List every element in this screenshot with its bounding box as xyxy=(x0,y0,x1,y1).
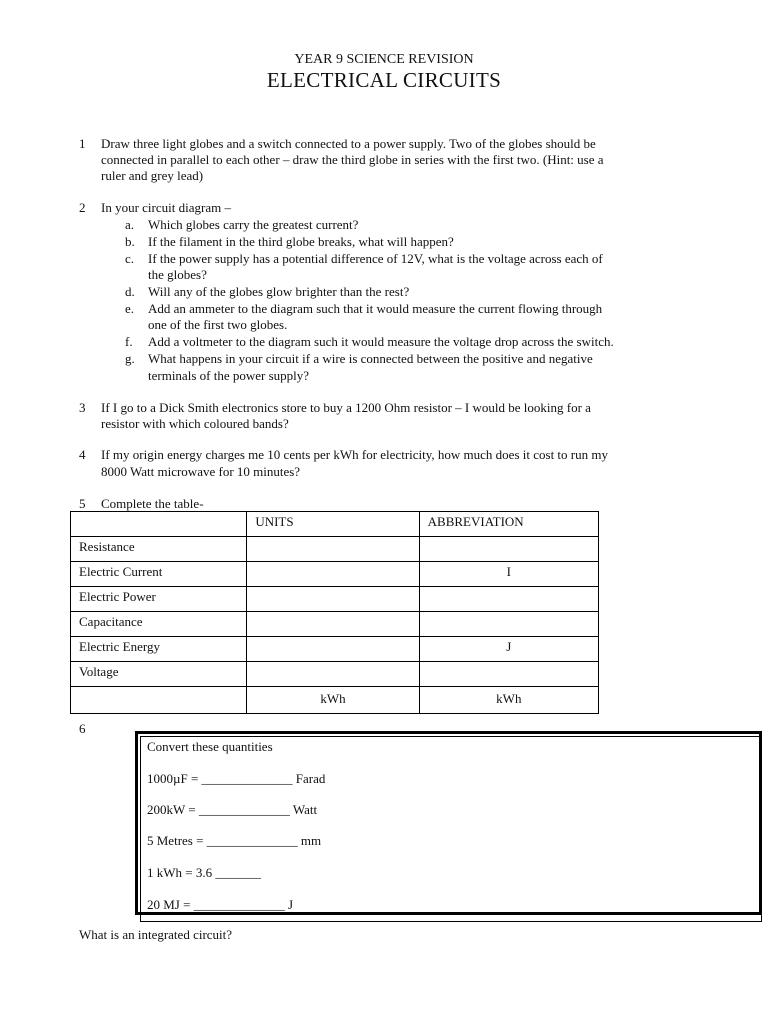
abbreviation-cell[interactable] xyxy=(419,587,598,612)
question-2e-text: one of the first two globes. xyxy=(148,317,288,332)
abbreviation-cell[interactable] xyxy=(419,662,598,687)
units-cell[interactable] xyxy=(247,537,419,562)
question-5-text: Complete the table- xyxy=(101,496,204,511)
abbreviation-cell[interactable]: J xyxy=(419,637,598,662)
conversion-line: 1000µF = ______________ Farad xyxy=(147,771,326,786)
units-table xyxy=(70,511,599,714)
conversion-line: 20 MJ = ______________ J xyxy=(147,897,294,912)
quantity-cell: Electric Current xyxy=(71,562,247,587)
question-2f-label: f. xyxy=(125,334,133,349)
abbreviation-cell: kWh xyxy=(419,687,598,714)
question-2d-label: d. xyxy=(125,284,135,299)
units-cell[interactable] xyxy=(247,562,419,587)
quantity-cell[interactable] xyxy=(71,687,247,714)
document-subtitle: YEAR 9 SCIENCE REVISION xyxy=(294,52,474,67)
question-2-intro: In your circuit diagram – xyxy=(101,200,231,215)
table-row xyxy=(71,612,599,637)
question-4-line: If my origin energy charges me 10 cents per kWh for electricity, how much does it cost to run my xyxy=(101,447,608,462)
integrated-circuit-question: What is an integrated circuit? xyxy=(79,927,233,942)
table-row xyxy=(71,587,599,612)
quantity-cell: Electric Energy xyxy=(71,637,247,662)
document-title: ELECTRICAL CIRCUITS xyxy=(266,68,502,92)
table-header-row xyxy=(71,512,599,537)
table-row xyxy=(71,637,599,662)
question-6-number: 6 xyxy=(79,721,86,736)
question-4-number: 4 xyxy=(79,447,86,462)
units-cell[interactable] xyxy=(247,637,419,662)
question-3-number: 3 xyxy=(79,400,86,415)
question-2g-text: terminals of the power supply? xyxy=(148,368,310,383)
question-1-line: connected in parallel to each other – draw the third globe in series with the first two. (Hint: use a xyxy=(101,152,604,167)
conversion-line: 200kW = ______________ Watt xyxy=(147,802,318,817)
quantity-cell: Resistance xyxy=(71,537,247,562)
question-2f-text: Add a voltmeter to the diagram such it would measure the voltage drop across the switch. xyxy=(148,334,614,349)
table-row xyxy=(71,687,599,714)
units-cell[interactable] xyxy=(247,612,419,637)
units-cell: kWh xyxy=(247,687,419,714)
question-2-number: 2 xyxy=(79,200,86,215)
question-2e-text: Add an ammeter to the diagram such that it would measure the current flowing through xyxy=(148,301,603,316)
question-2b-label: b. xyxy=(125,234,135,249)
conversion-box-shadow xyxy=(140,736,762,922)
table-header-cell: UNITS xyxy=(247,512,419,537)
question-2e-label: e. xyxy=(125,301,135,316)
quantity-cell: Electric Power xyxy=(71,587,247,612)
question-1-line: ruler and grey lead) xyxy=(101,168,204,183)
question-2d-text: Will any of the globes glow brighter than the rest? xyxy=(148,284,410,299)
question-3-line: resistor with which coloured bands? xyxy=(101,416,289,431)
question-2b-text: If the filament in the third globe breaks, what will happen? xyxy=(148,234,454,249)
quantity-cell: Voltage xyxy=(71,662,247,687)
table-row xyxy=(71,537,599,562)
question-4-line: 8000 Watt microwave for 10 minutes? xyxy=(101,464,301,479)
question-3-line: If I go to a Dick Smith electronics store to buy a 1200 Ohm resistor – I would be looking for a xyxy=(101,400,591,415)
question-2g-label: g. xyxy=(125,351,135,366)
table-header-cell xyxy=(71,512,247,537)
conversion-line: 5 Metres = ______________ mm xyxy=(147,833,322,848)
table-row xyxy=(71,562,599,587)
units-cell[interactable] xyxy=(247,587,419,612)
table-row xyxy=(71,662,599,687)
question-2c-text: the globes? xyxy=(148,267,207,282)
question-2a-label: a. xyxy=(125,217,135,232)
question-2c-label: c. xyxy=(125,251,135,266)
table-header-cell: ABBREVIATION xyxy=(419,512,598,537)
abbreviation-cell[interactable] xyxy=(419,537,598,562)
question-5-number: 5 xyxy=(79,496,86,511)
conversion-heading: Convert these quantities xyxy=(147,739,273,754)
question-2g-text: What happens in your circuit if a wire is connected between the positive and negative xyxy=(148,351,593,366)
units-cell[interactable] xyxy=(247,662,419,687)
abbreviation-cell[interactable] xyxy=(419,612,598,637)
abbreviation-cell[interactable]: I xyxy=(419,562,598,587)
question-2c-text: If the power supply has a potential difference of 12V, what is the voltage across each of xyxy=(148,251,603,266)
question-2a-text: Which globes carry the greatest current? xyxy=(148,217,359,232)
conversion-line: 1 kWh = 3.6 _______ xyxy=(147,865,261,880)
question-1-number: 1 xyxy=(79,136,86,151)
question-1-line: Draw three light globes and a switch connected to a power supply. Two of the globes should be xyxy=(101,136,596,151)
quantity-cell: Capacitance xyxy=(71,612,247,637)
